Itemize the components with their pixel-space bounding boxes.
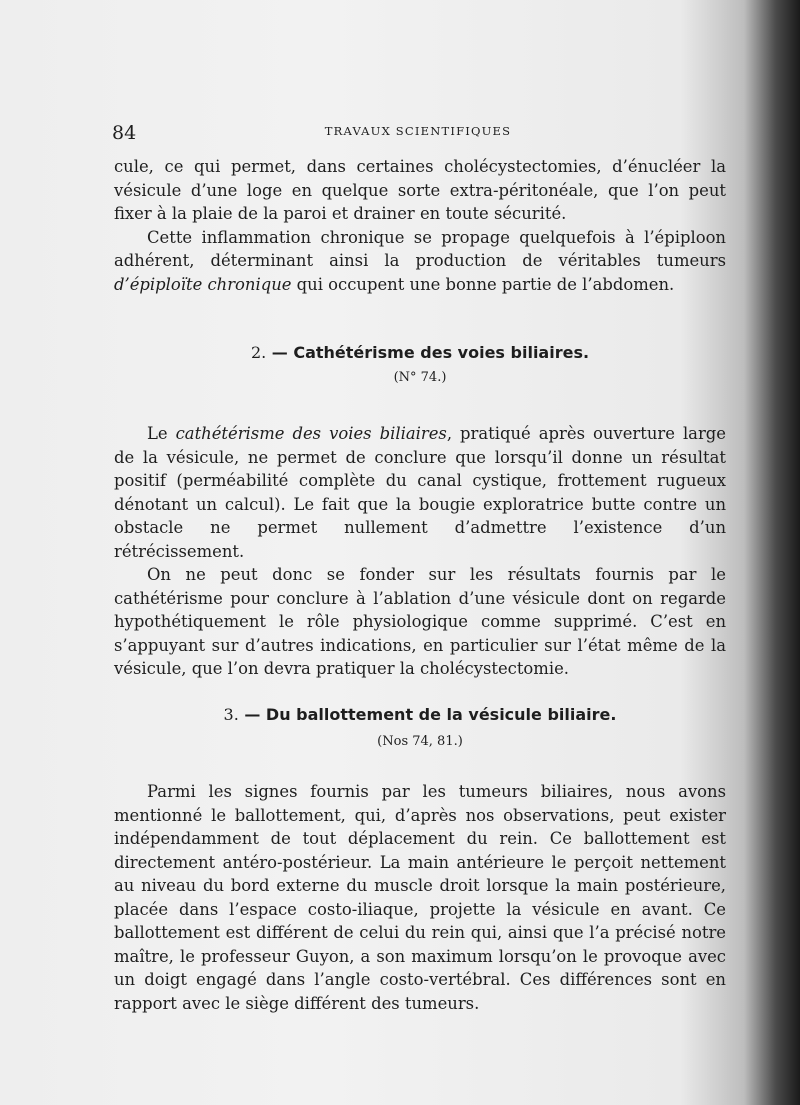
italic-term: cathétérisme des voies biliaires xyxy=(175,424,447,443)
running-title: TRAVAUX SCIENTIFIQUES xyxy=(324,124,512,138)
text-span: qui occupent une bonne partie de l’abdomen. xyxy=(291,274,675,294)
section-title-text: — Cathétérisme des voies biliaires. xyxy=(271,343,590,362)
section-reference: (Nos 74, 81.) xyxy=(377,734,463,749)
opening-text xyxy=(114,155,726,296)
text-span: , pratiqué après ouverture large de la vésicule, ne permet de conclure que lorsqu’il donne un résultat positif (perméabilité complète du canal cystique, frottement rugueux dénotant un calcul). Le fait que la bougie exploratrice butte contre un obstacle ne permet nullement d’admettre l’existence d’un rétrécissement. xyxy=(114,424,726,561)
section-title xyxy=(114,705,726,724)
section-number: 3. xyxy=(223,705,239,724)
text-span: Le xyxy=(147,424,176,443)
paragraph-continuation: cule, ce qui permet, dans certaines cholécystectomies, d’énucléer la vésicule d’une loge en quelque sorte extra-péritonéale, que l’on peut fixer à la plaie de la paroi et drainer en toute sécurité. xyxy=(114,157,726,223)
section-title xyxy=(114,343,726,362)
paragraph-catheterisme xyxy=(114,422,726,563)
section-number: 2. xyxy=(250,343,267,362)
page-header xyxy=(112,120,724,144)
text-span: Cette inflammation chronique se propage quelquefois à l’épiploon adhérent, déterminant ainsi la production de véritables tumeurs xyxy=(114,227,726,270)
section-3-body xyxy=(114,780,726,1015)
section-3-heading xyxy=(114,705,726,749)
page-number: 84 xyxy=(112,122,137,144)
section-reference: (N° 74.) xyxy=(393,370,447,385)
paragraph-conclusion: On ne peut donc se fonder sur les résultats fournis par le cathétérisme pour conclure à l’ablation d’une vésicule dont on regarde hypothétiquement le rôle physiologique comme supprimé. C’est en s’appuyant sur d’autres indications, en particulier sur l’état même de la vésicule, que l’on devra pratiquer la cholécystectomie. xyxy=(114,565,726,678)
paragraph-ballottement: Parmi les signes fournis par les tumeurs biliaires, nous avons mentionné le ballottement, qui, d’après nos observations, peut exister indépendamment de tout déplacement du rein. Ce ballottement est directement antéro-postérieur. La main antérieure le perçoit nettement au niveau du bord externe du muscle droit lorsque la main postérieure, placée dans l’espace costo-iliaque, projette la vésicule en avant. Ce ballottement est différent de celui du rein qui, ainsi que l’a précisé notre maître, le professeur Guyon, a son maximum lorsqu’on le provoque avec un doigt engagé dans l’angle costo-vertébral. Ces différences sont en rapport avec le siège différent des tumeurs. xyxy=(114,782,726,1013)
section-title-text: — Du ballottement de la vésicule biliaire. xyxy=(244,705,617,724)
section-2-body xyxy=(114,422,726,681)
section-2-heading xyxy=(114,343,726,385)
paragraph-epiploite xyxy=(114,226,726,297)
italic-term: d’épiploïte chronique xyxy=(114,274,292,294)
